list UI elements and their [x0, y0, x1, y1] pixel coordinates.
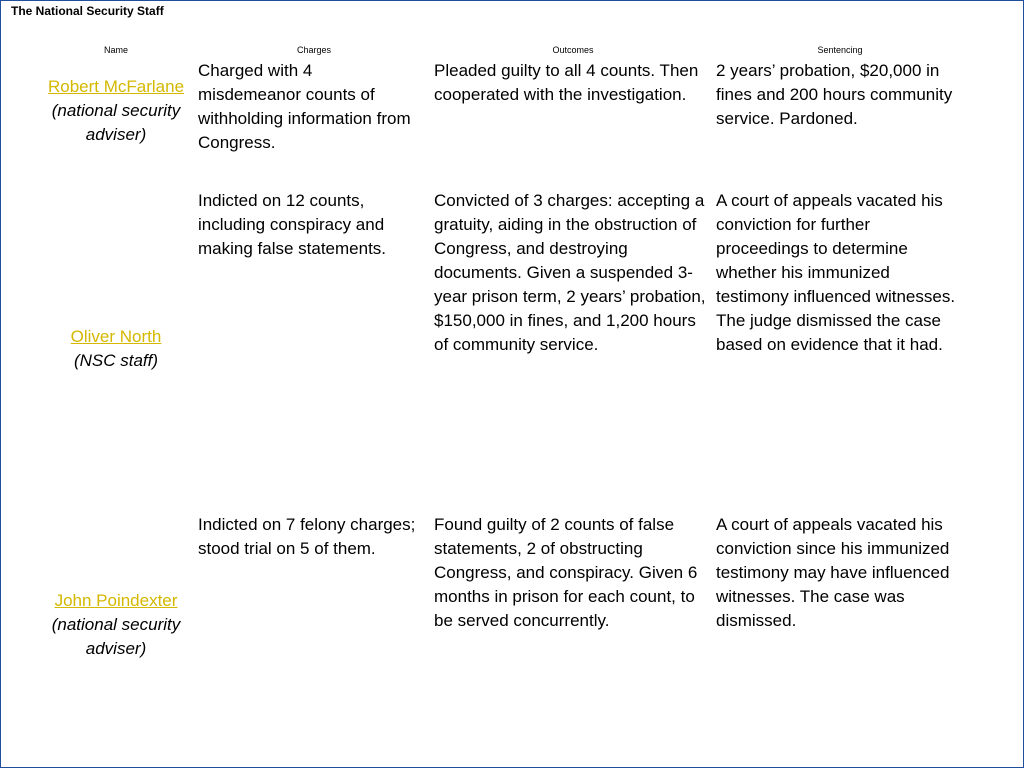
outcomes-mcfarlane: Pleaded guilty to all 4 counts. Then cooperated with the investigation. — [434, 61, 699, 104]
sentencing-north: A court of appeals vacated his conviction for further proceedings to determine whether his immunized testimony influenced witnesses. The judge dismissed the case based on evidence that it had. — [716, 191, 956, 354]
sentencing-poindexter: A court of appeals vacated his conviction since his immunized testimony may have influenced witnesses. The case was dismissed. — [716, 515, 950, 630]
role-poindexter: (national security adviser) — [51, 615, 181, 658]
outcomes-north: Convicted of 3 charges: accepting a gratuity, aiding in the obstruction of Congress, and destroying documents. Given a suspended 3-year prison term, 2 years’ probation, $150,000 in fines, and 1,200 hours of community service. — [434, 191, 706, 354]
name-link-poindexter[interactable]: John Poindexter — [54, 591, 178, 610]
header-outcomes: Outcomes — [552, 45, 594, 55]
slide-title: The National Security Staff — [11, 4, 164, 18]
row-mcfarlane-name-cell — [37, 75, 195, 147]
header-name: Name — [103, 45, 128, 55]
charges-north: Indicted on 12 counts, including conspiracy and making false statements. — [198, 191, 387, 258]
row-poindexter-name-cell — [37, 589, 195, 661]
role-mcfarlane: (national security adviser) — [51, 101, 181, 144]
outcomes-poindexter: Found guilty of 2 counts of false statements, 2 of obstructing Congress, and conspiracy. Given 6 months in prison for each count, to be served concurrently. — [434, 515, 698, 630]
row-north-name-cell — [37, 325, 195, 373]
name-link-north[interactable]: Oliver North — [70, 327, 162, 346]
header-sentencing: Sentencing — [817, 45, 863, 55]
name-link-mcfarlane[interactable]: Robert McFarlane — [47, 77, 185, 96]
sentencing-mcfarlane: 2 years’ probation, $20,000 in fines and 200 hours community service. Pardoned. — [716, 61, 953, 128]
header-charges: Charges — [296, 45, 332, 55]
charges-poindexter: Indicted on 7 felony charges; stood trial on 5 of them. — [198, 515, 416, 558]
role-north: (NSC staff) — [73, 351, 159, 370]
charges-mcfarlane: Charged with 4 misdemeanor counts of withholding information from Congress. — [198, 61, 411, 152]
